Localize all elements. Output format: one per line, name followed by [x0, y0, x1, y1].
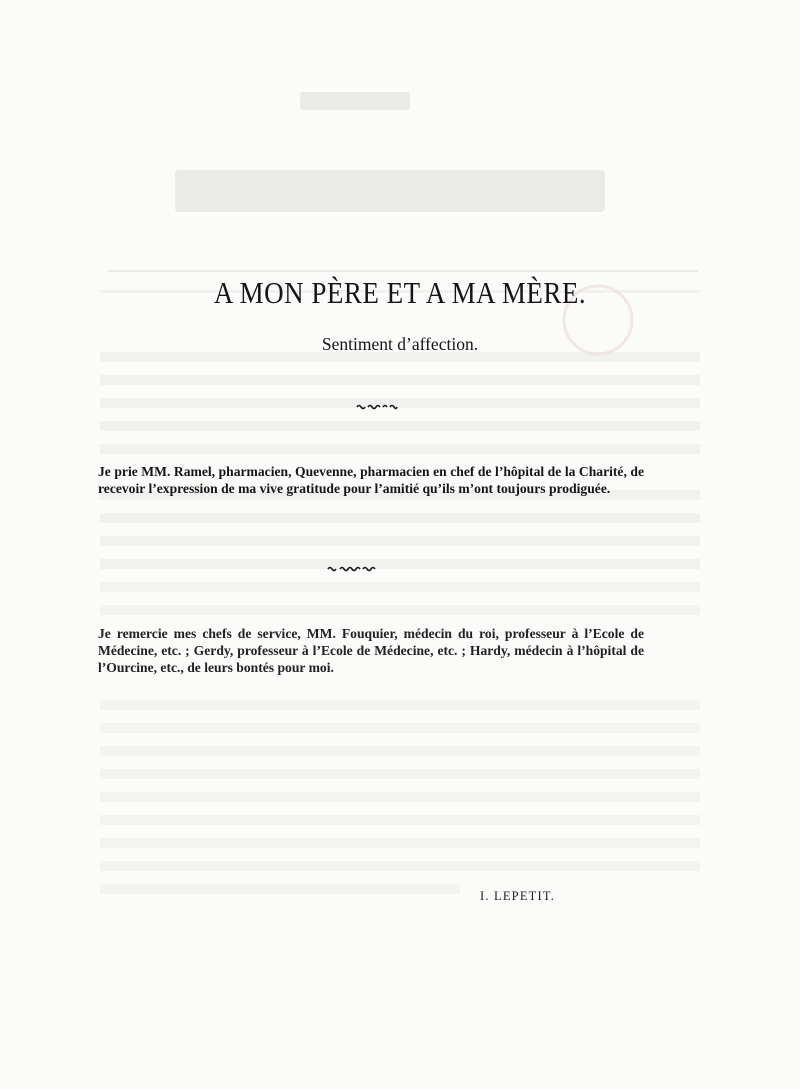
acknowledgement-paragraph-service-chiefs: Je remercie mes chefs de service, MM. Fouquier, médecin du roi, professeur à l’Ecole de Médecine, etc. ; Gerdy, professeur à l’Ecole de Médecine, etc. ; Hardy, médecin à l’hôpital de l’Ourcine, etc., de leurs bontés pour moi. [98, 626, 644, 675]
ornamental-divider-middle [327, 564, 377, 574]
acknowledgement-paragraph-ramel-quevenne: Je prie MM. Ramel, pharmacien, Quevenne, pharmacien en chef de l’hôpital de la Charité, de recevoir l’expression de ma vive gratitude pour l’amitié qu’ils m’ont toujours prodiguée. [98, 464, 644, 496]
author-signature: I. LEPETIT. [480, 889, 556, 903]
dedication-subtitle: Sentiment d’affection. [321, 334, 479, 354]
ornamental-divider-top [356, 402, 398, 412]
dedication-title: A MON PÈRE ET A MA MÈRE. [213, 276, 587, 310]
